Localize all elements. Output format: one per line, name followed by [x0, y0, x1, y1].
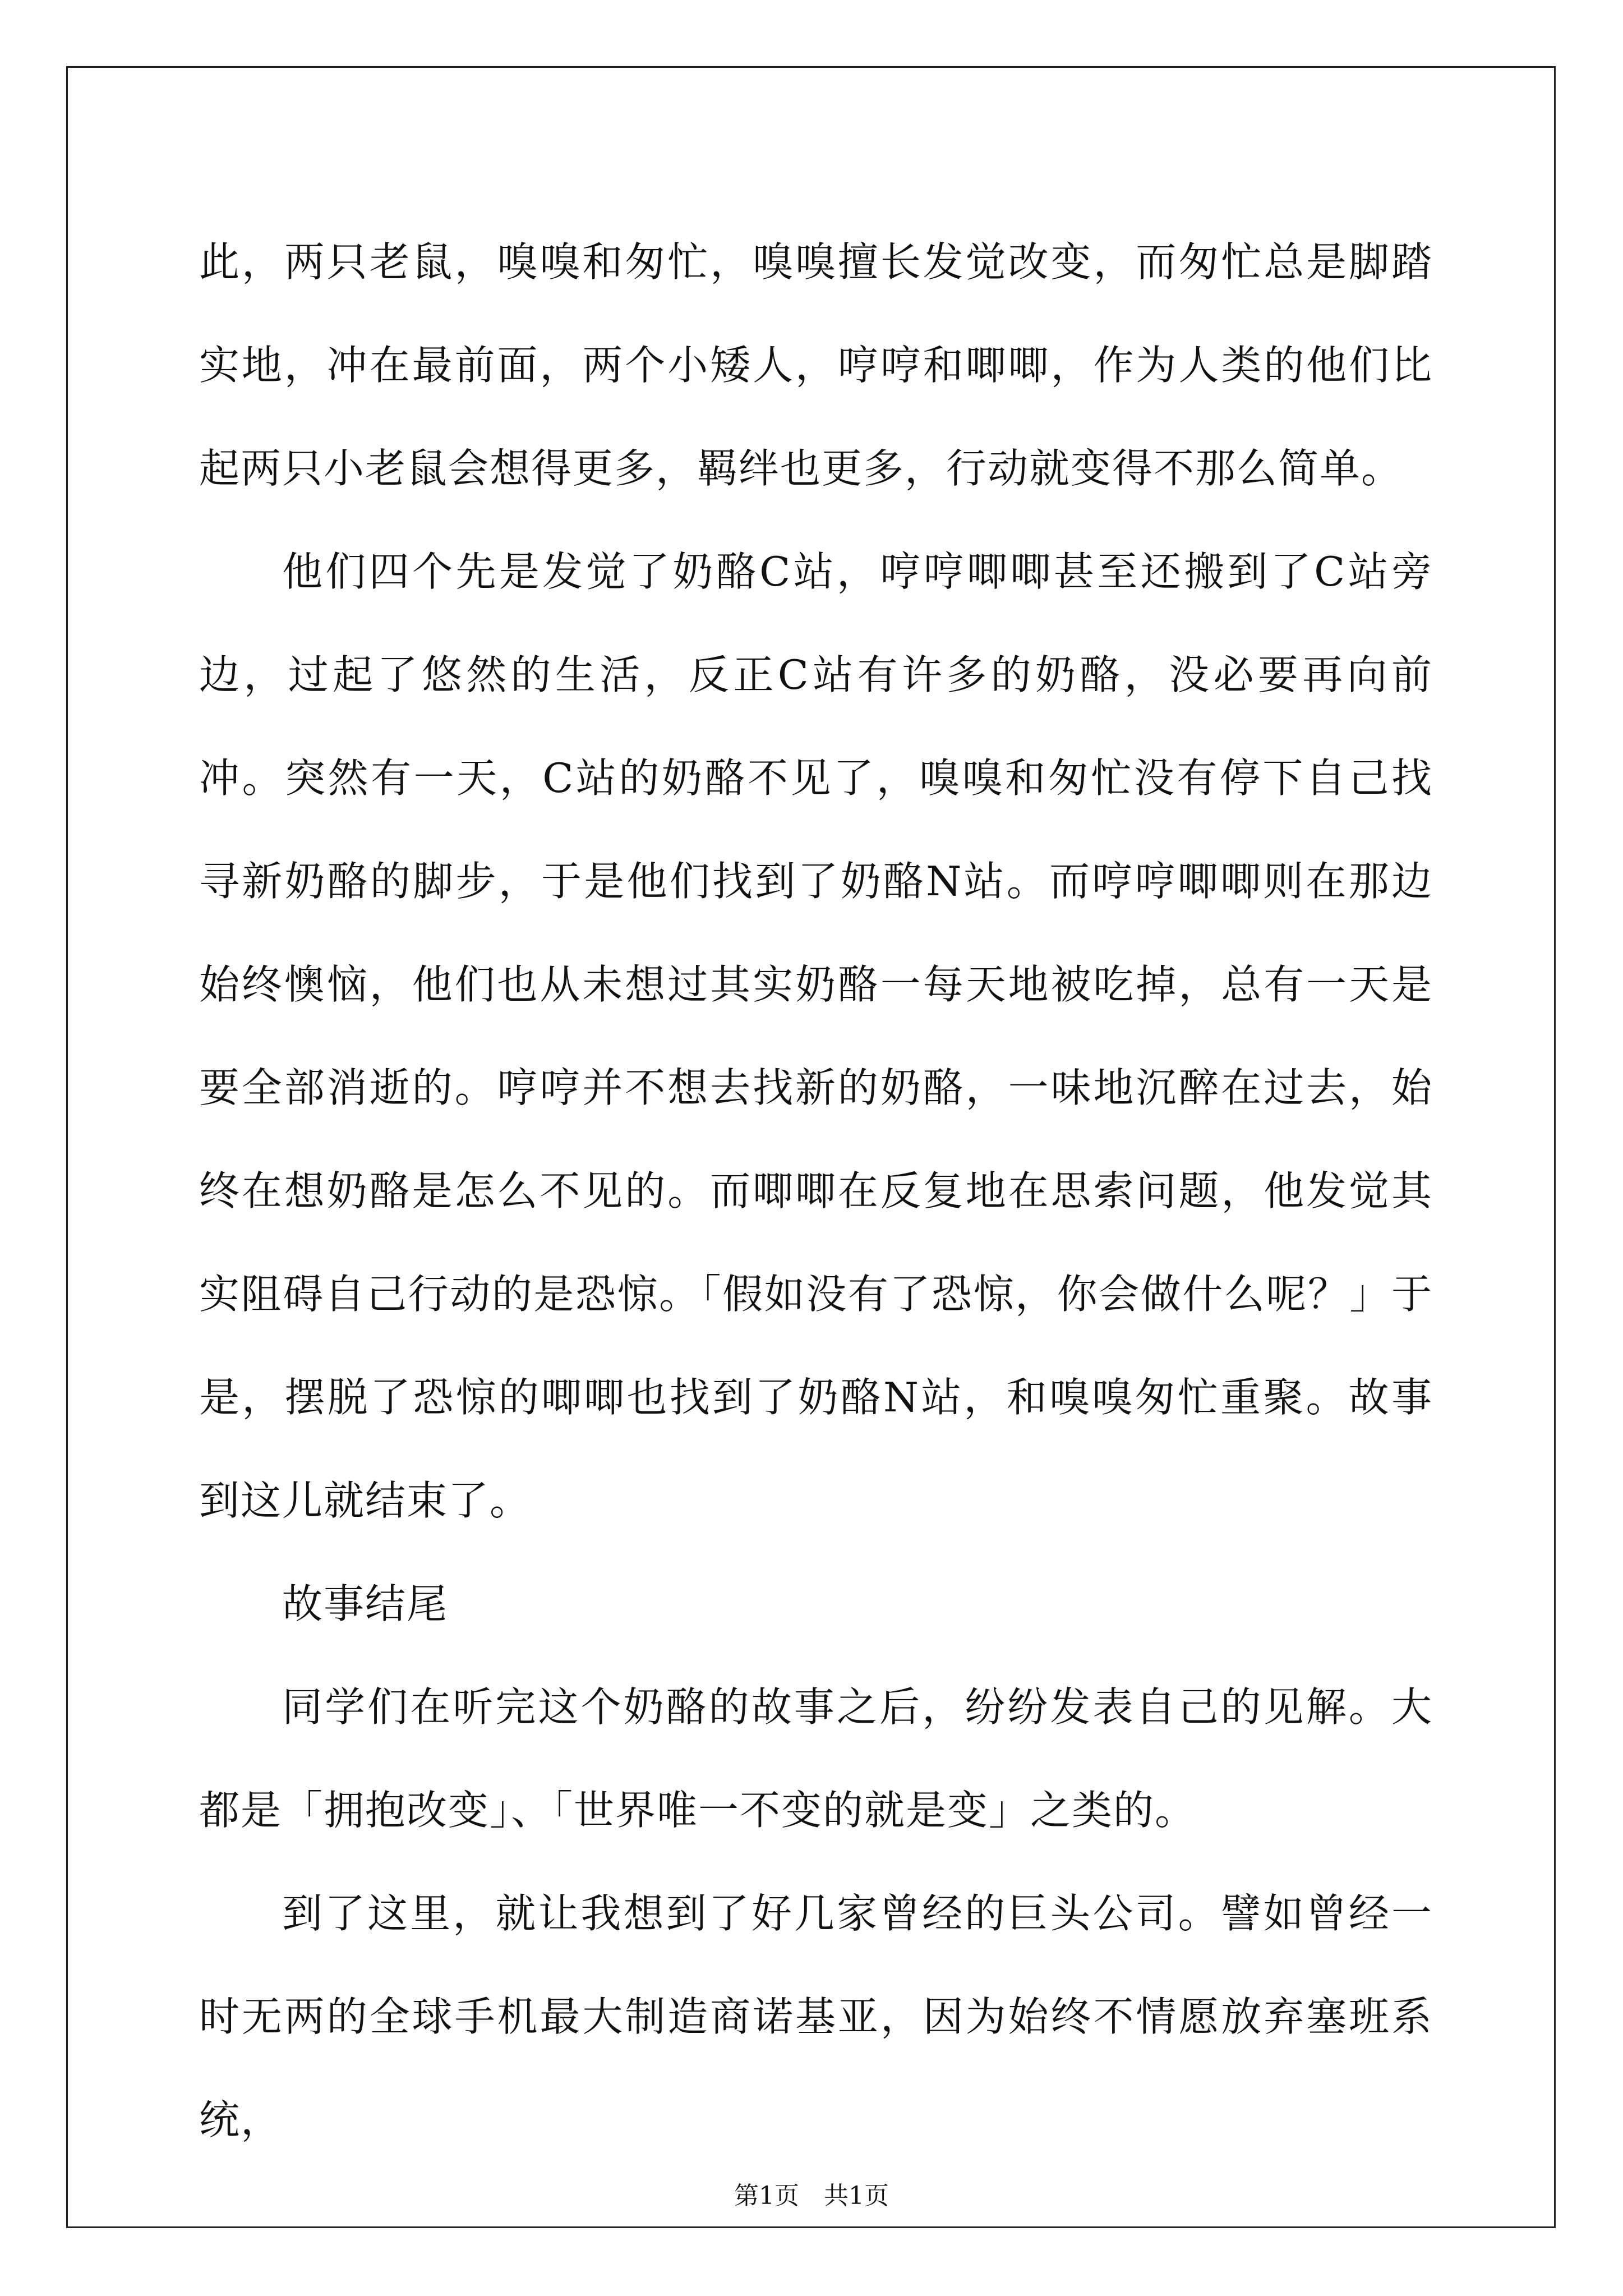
page-number-footer: 第1页 共1页: [734, 2182, 889, 2210]
document-body: [199, 210, 1433, 2171]
paragraph-classmates-views: 同学们在听完这个奶酪的故事之后，纷纷发表自己的见解。大都是「拥抱改变」、「世界唯一不变的就是变」之类的。: [199, 1683, 1433, 1834]
paragraph-story-summary: 他们四个先是发觉了奶酪C站，哼哼唧唧甚至还搬到了C站旁边，过起了悠然的生活，反正C站有许多的奶酪，没必要再向前冲。突然有一天，C站的奶酪不见了，嗅嗅和匆忙没有停下自己找寻新奶酪的脚步，于是他们找到了奶酪N站。而哼哼唧唧则在那边始终懊恼，他们也从未想过其实奶酪一每天地被吃掉，总有一天是要全部消逝的。哼哼并不想去找新的奶酪，一味地沉醉在过去，始终在想奶酪是怎么不见的。而唧唧在反复地在思索问题，他发觉其实阻碍自己行动的是恐惊。「假如没有了恐惊，你会做什么呢？」于是，摆脱了恐惊的唧唧也找到了奶酪N站，和嗅嗅匆忙重聚。故事到这儿就结束了。: [199, 548, 1433, 1524]
paragraph-continuation: 此，两只老鼠，嗅嗅和匆忙，嗅嗅擅长发觉改变，而匆忙总是脚踏实地，冲在最前面，两个小矮人，哼哼和唧唧，作为人类的他们比起两只小老鼠会想得更多，羁绊也更多，行动就变得不那么简单。: [199, 238, 1433, 492]
section-heading: 故事结尾: [282, 1580, 449, 1627]
paragraph-companies: 到了这里，就让我想到了好几家曾经的巨头公司。譬如曾经一时无两的全球手机最大制造商诺基亚，因为始终不情愿放弃塞班系统，: [199, 1890, 1433, 2143]
